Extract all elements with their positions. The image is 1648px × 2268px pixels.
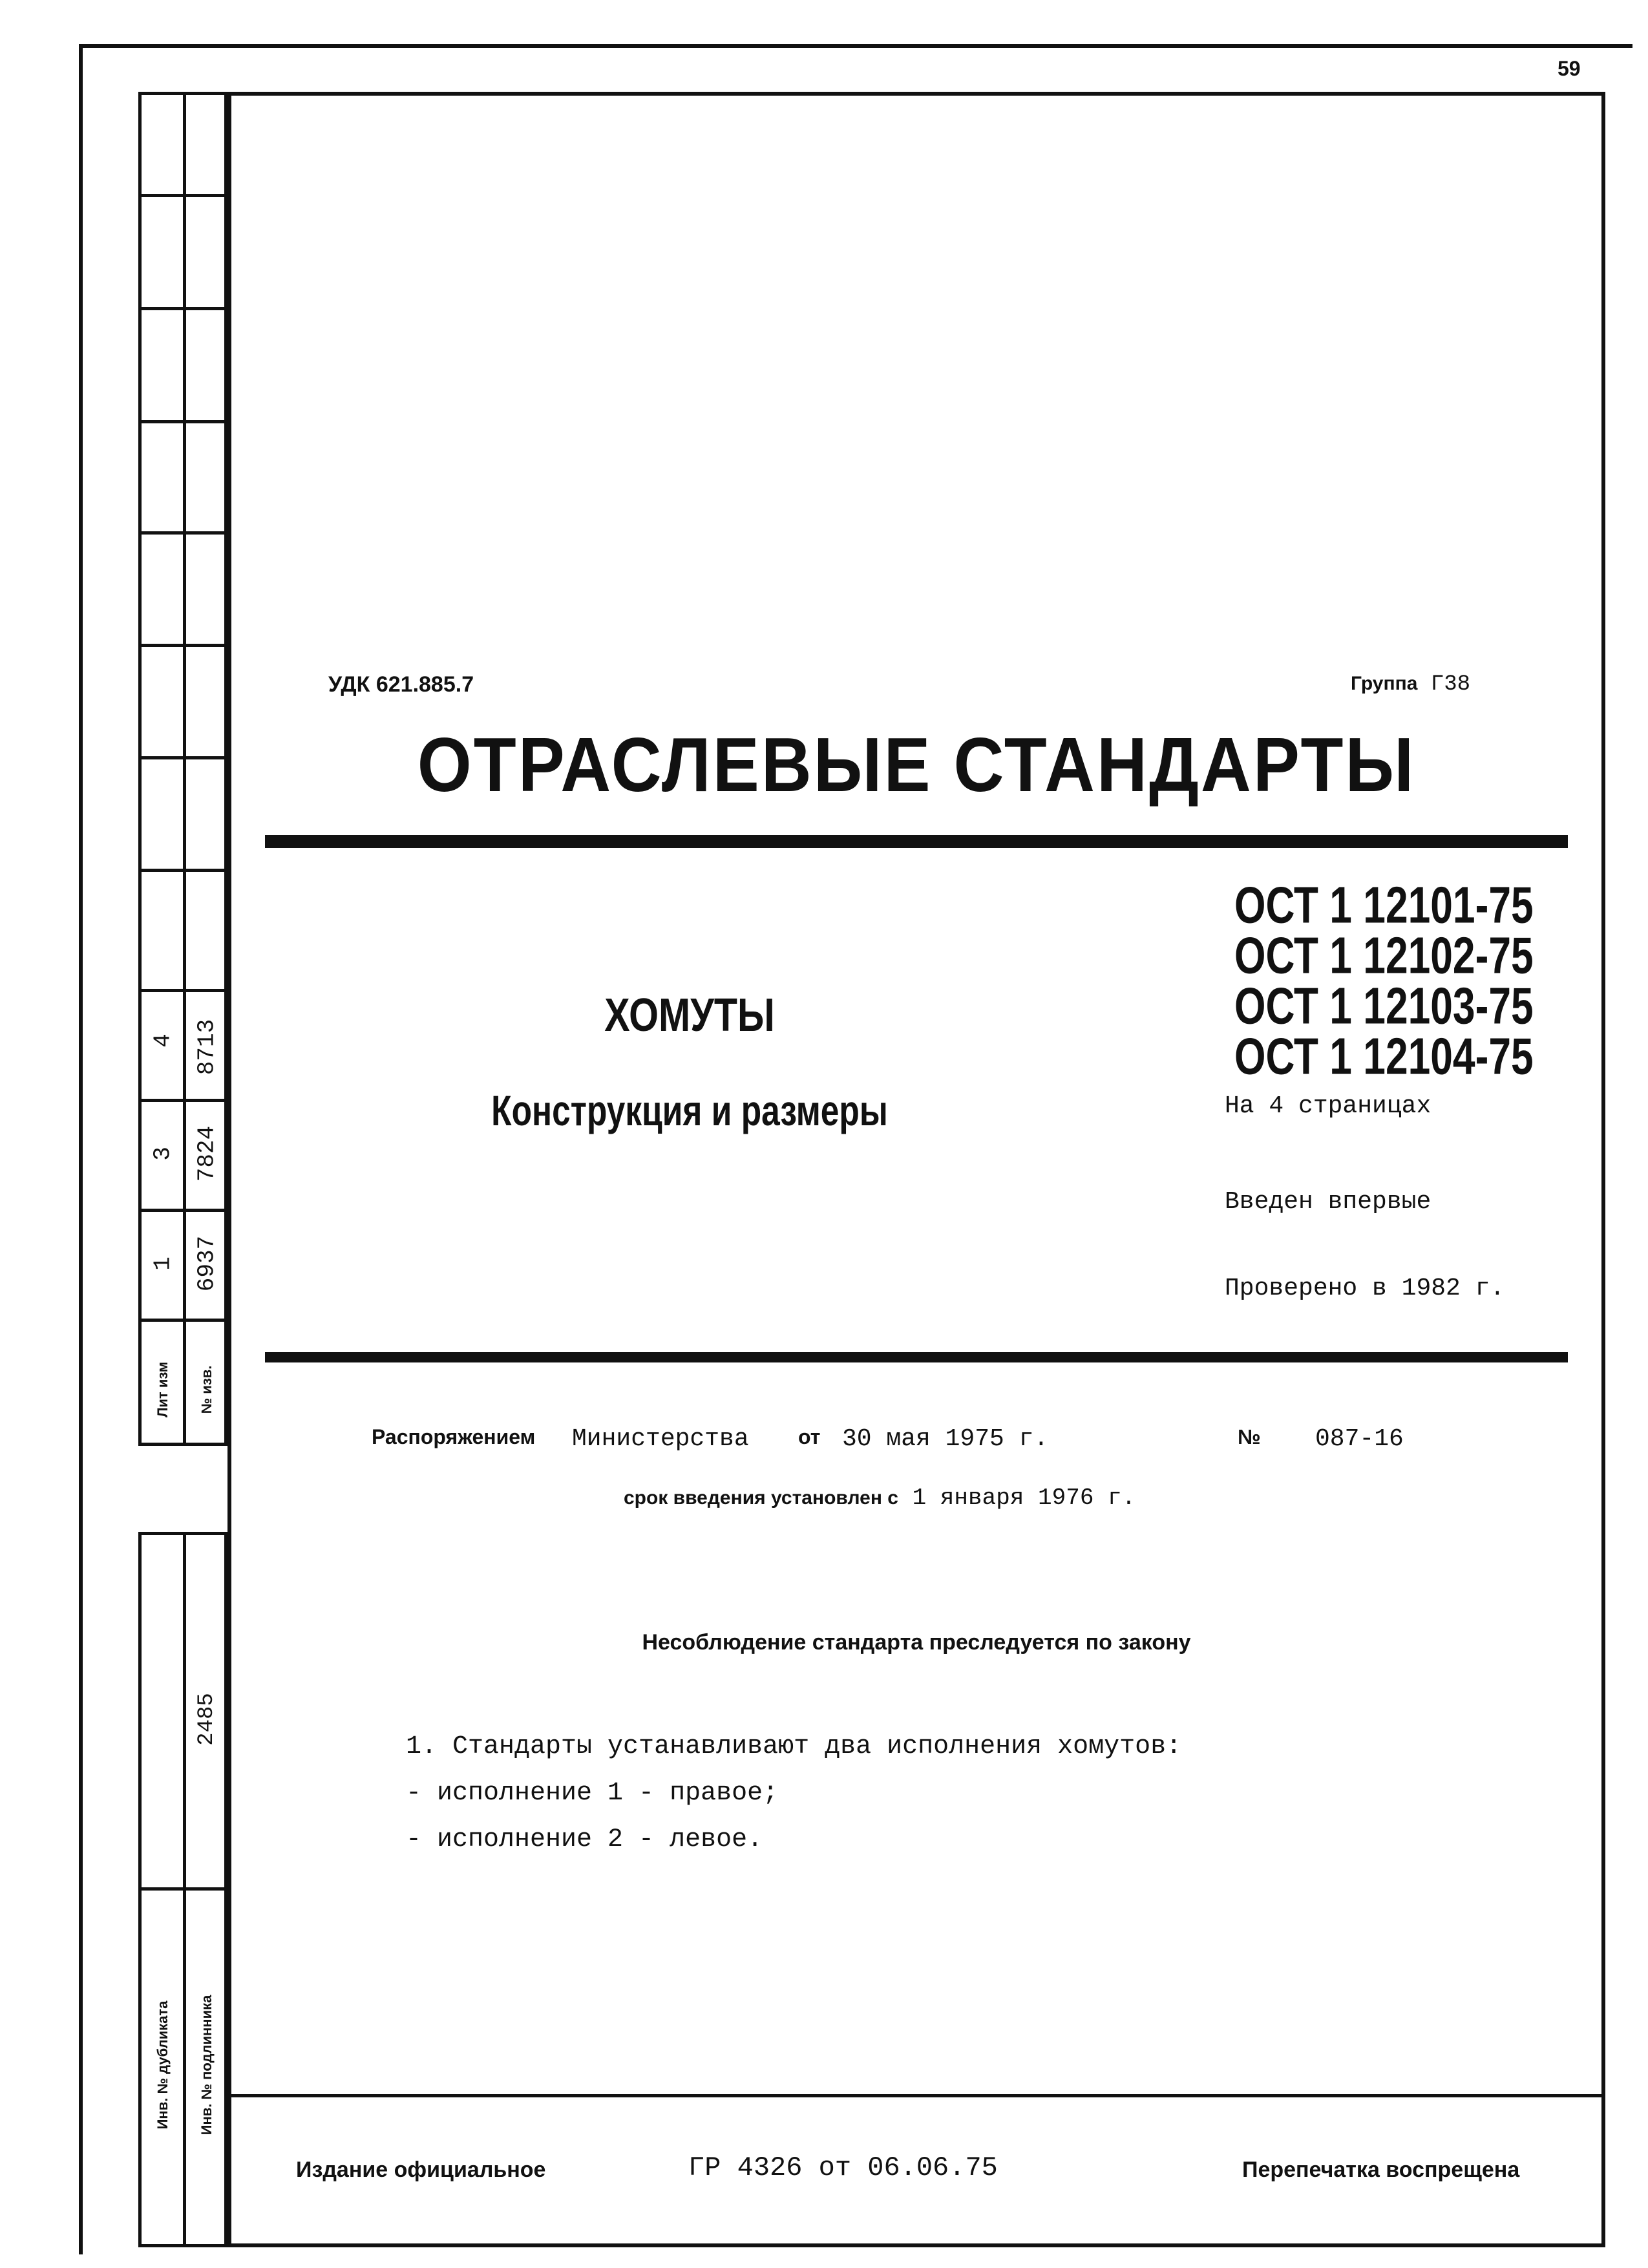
strip-row-line	[138, 989, 227, 992]
group-code	[1351, 672, 1470, 697]
standard-designation: ОСТ 1 12103-75	[1234, 977, 1534, 1035]
duplicate-inventory-label: Инв. № дубликата	[154, 2000, 171, 2130]
introduced-note: Введен впервые	[1225, 1188, 1431, 1216]
strip-row-line	[138, 756, 227, 759]
strip-row-line	[138, 194, 227, 197]
strip-row-line	[138, 1887, 227, 1891]
notice-number-6937: 6937	[193, 1235, 220, 1292]
strip-row-line	[138, 307, 227, 310]
heavy-rule-middle	[265, 1352, 1568, 1362]
inventory-number: 2485	[195, 1693, 219, 1746]
footer-divider	[227, 2094, 1605, 2097]
reprint-notice: Перепечатка воспрещена	[1242, 2157, 1520, 2182]
body-paragraph: 1. Стандарты устанавливают два исполнения хомутов:	[406, 1732, 1182, 1761]
registration-number: ГР 4326 от 06.06.75	[688, 2152, 998, 2183]
sheet-change-label: Лит изм	[154, 1361, 171, 1418]
body-list-item: - исполнение 2 - левое.	[406, 1825, 763, 1854]
change-number-3: 3	[149, 1147, 176, 1161]
strip-row-line	[138, 420, 227, 423]
main-frame-border	[227, 92, 1605, 2247]
edition-label: Издание официальное	[296, 2157, 546, 2182]
standard-designation: ОСТ 1 12101-75	[1234, 876, 1534, 935]
decree-date: 30 мая 1975 г.	[842, 1425, 1049, 1453]
change-number-1: 1	[149, 1256, 176, 1271]
udk-code: УДК 621.885.7	[328, 672, 474, 697]
main-title: ОТРАСЛЕВЫЕ СТАНДАРТЫ	[417, 721, 1416, 808]
decree-number: 087-16	[1315, 1425, 1404, 1453]
strip-divider	[183, 92, 186, 1446]
notice-number-7824: 7824	[193, 1125, 220, 1182]
original-inventory-label: Инв. № подлинника	[198, 1995, 215, 2136]
body-list-item: - исполнение 1 - правое;	[406, 1779, 779, 1808]
decree-authority: Министерства	[572, 1425, 749, 1453]
strip-row-line	[138, 869, 227, 872]
group-label: Группа	[1351, 673, 1418, 694]
change-number-4: 4	[149, 1033, 176, 1048]
document-subtitle: Конструкция и размеры	[491, 1086, 888, 1134]
page-number: 59	[1558, 57, 1581, 80]
pages-note: На 4 страницах	[1225, 1092, 1431, 1120]
standard-designation: ОСТ 1 12102-75	[1234, 927, 1534, 985]
term-label: срок введения установлен с	[624, 1487, 898, 1509]
penalty-notice: Несоблюдение стандарта преследуется по закону	[642, 1630, 1191, 1655]
checked-note: Проверено в 1982 г.	[1225, 1275, 1505, 1302]
decree-label: Распоряжением	[372, 1425, 536, 1448]
notice-number-8713: 8713	[193, 1019, 220, 1076]
notice-label: № изв.	[198, 1365, 215, 1414]
standard-designation: ОСТ 1 12104-75	[1234, 1028, 1534, 1086]
strip-row-line	[138, 1099, 227, 1102]
decree-from-label: от	[798, 1425, 821, 1448]
term-date: 1 января 1976 г.	[912, 1485, 1136, 1511]
group-value: Г38	[1430, 672, 1471, 697]
document-title: ХОМУТЫ	[604, 990, 775, 1041]
strip-row-line	[138, 1319, 227, 1322]
strip-row-line	[138, 531, 227, 535]
strip-row-line	[138, 1209, 227, 1212]
heavy-rule-top	[265, 835, 1568, 848]
effective-date-line	[624, 1485, 1136, 1511]
decree-number-label: №	[1238, 1425, 1261, 1448]
strip-row-line	[138, 644, 227, 647]
